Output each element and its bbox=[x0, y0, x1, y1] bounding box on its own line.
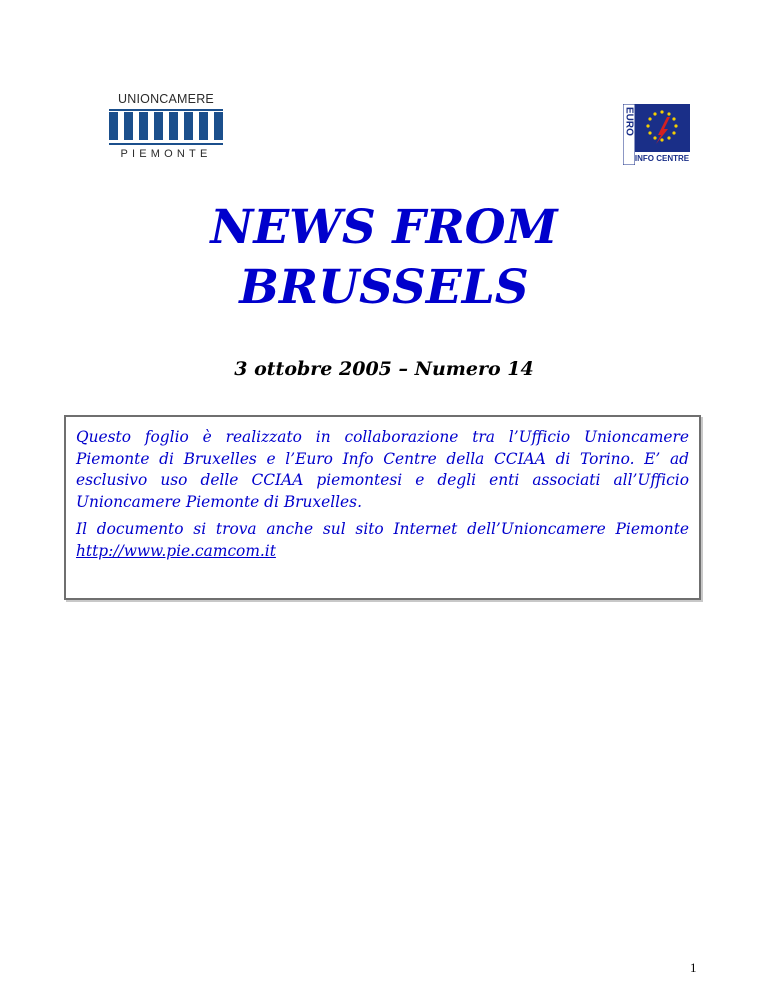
logo-bottom-rule bbox=[109, 143, 223, 145]
website-link[interactable]: http://www.pie.camcom.it bbox=[76, 541, 276, 560]
euro-logo-text: EURO bbox=[623, 107, 635, 136]
unioncamere-logo-region: PIEMONTE bbox=[120, 148, 212, 160]
newsletter-title bbox=[0, 198, 768, 318]
title-line-1: NEWS FROM bbox=[210, 200, 558, 255]
page-number: 1 bbox=[690, 960, 697, 975]
notice-paragraph-1: Questo foglio è realizzato in collaborazione tra l’Ufficio Unioncamere Piemonte di Bruxelles e l’Euro Info Centre della CCIAA di Torino. E’ ad esclusivo uso delle CCIAA piemontesi e degli enti associati all’Ufficio Unioncamere Piemonte di Bruxelles. bbox=[76, 428, 689, 511]
unioncamere-logo-name: UNIONCAMERE bbox=[118, 92, 214, 106]
logo-top-rule bbox=[109, 109, 223, 111]
logo-columns bbox=[109, 112, 223, 140]
issue-date-number: 3 ottobre 2005 – Numero 14 bbox=[234, 358, 534, 380]
euro-info-centre-logo bbox=[623, 104, 690, 165]
notice-paragraph-2 bbox=[76, 519, 689, 562]
notice-box bbox=[64, 415, 701, 600]
notice-paragraph-2-text: Il documento si trova anche sul sito Internet dell’Unioncamere Piemonte bbox=[76, 520, 689, 538]
info-centre-logo-text: INFO CENTRE bbox=[634, 154, 690, 163]
unioncamere-logo bbox=[109, 92, 223, 164]
title-line-2: BRUSSELS bbox=[239, 260, 529, 315]
